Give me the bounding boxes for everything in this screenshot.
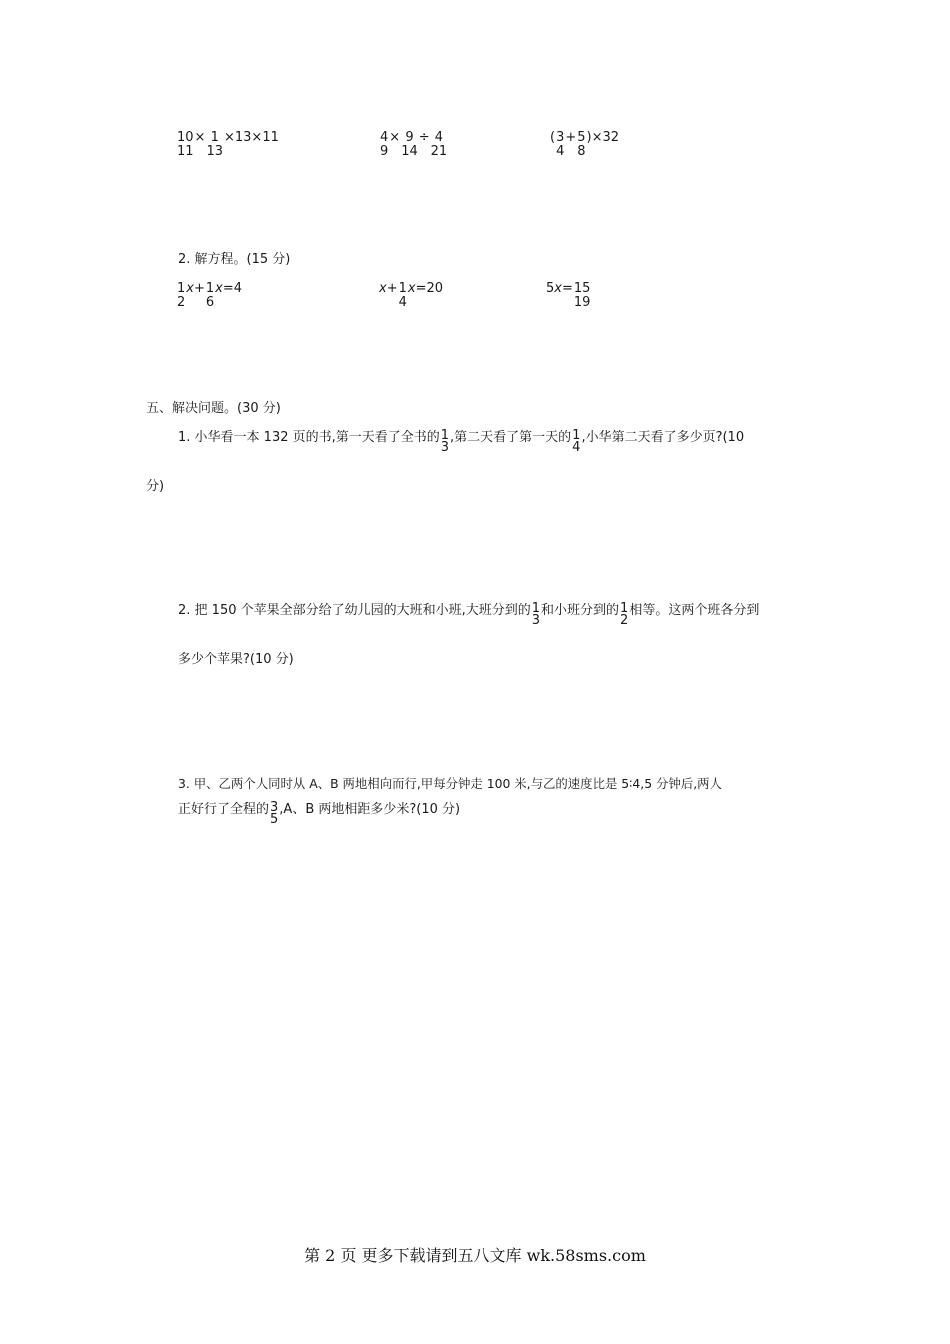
problem-3-line-2: 正好行了全程的 3 5 ,A、B 两地相距多少米?(10 分) (178, 800, 461, 827)
fraction: $\frac{4}{9}$ (380, 130, 389, 159)
fraction: $\frac{9}{14}$ (401, 130, 418, 159)
fraction: 1 2 (620, 601, 629, 628)
equation-1: $\frac{1}{2}$ x + $\frac{1}{6}$ x =4 (177, 281, 243, 310)
equations-heading: 2. 解方程。(15 分) (178, 252, 291, 267)
equation-3: 5 x = $\frac{15}{19}$ (546, 281, 591, 310)
fraction: $\frac{4}{21}$ (430, 130, 448, 159)
fraction: $\frac{10}{11}$ (177, 130, 194, 159)
fraction: $\frac{1}{2}$ (177, 281, 186, 310)
fraction: $\frac{3}{4}$ (556, 130, 565, 159)
problem-1-line-2: 分) (146, 479, 165, 494)
equation-2: x + $\frac{1}{4}$ x =20 (379, 281, 444, 310)
problem-2-line-1: 2. 把 150 个苹果全部分给了幼儿园的大班和小班,大班分到的 1 3 和小班分到的 1 2 相等。这两个班各分到 (178, 601, 760, 628)
fraction: $\frac{1}{13}$ (206, 130, 223, 159)
fraction: $\frac{1}{6}$ (205, 281, 215, 310)
fraction: $\frac{5}{8}$ (577, 130, 586, 159)
calc-expression-3: ( $\frac{3}{4}$ + $\frac{5}{8}$ )×32 (550, 130, 620, 159)
fraction: 3 5 (270, 800, 279, 827)
fraction: 1 4 (572, 428, 581, 455)
fraction: 1 3 (531, 601, 541, 628)
section-heading: 五、解决问题。(30 分) (146, 401, 281, 416)
problem-2-line-2: 多少个苹果?(10 分) (178, 652, 294, 667)
calc-expression-2: $\frac{4}{9}$ × $\frac{9}{14}$ ÷ $\frac{4}{21}$ (380, 130, 448, 159)
fraction: 1 3 (440, 428, 450, 455)
page-footer: 第 2 页 更多下载请到五八文库 wk.58sms.com (304, 1246, 646, 1265)
fraction: $\frac{1}{4}$ (398, 281, 407, 310)
problem-3-line-1: 3. 甲、乙两个人同时从 A、B 两地相向而行,甲每分钟走 100 米,与乙的速度比是 5∶4,5 分钟后,两人 (178, 776, 722, 791)
problem-1-line-1: 1. 小华看一本 132 页的书,第一天看了全书的 1 3 ,第二天看了第一天的 1 4 ,小华第二天看了多少页?(10 (178, 428, 745, 455)
fraction: $\frac{15}{19}$ (573, 281, 591, 310)
calc-expression-1: $\frac{10}{11}$ × $\frac{1}{13}$ ×13×11 (177, 130, 279, 159)
